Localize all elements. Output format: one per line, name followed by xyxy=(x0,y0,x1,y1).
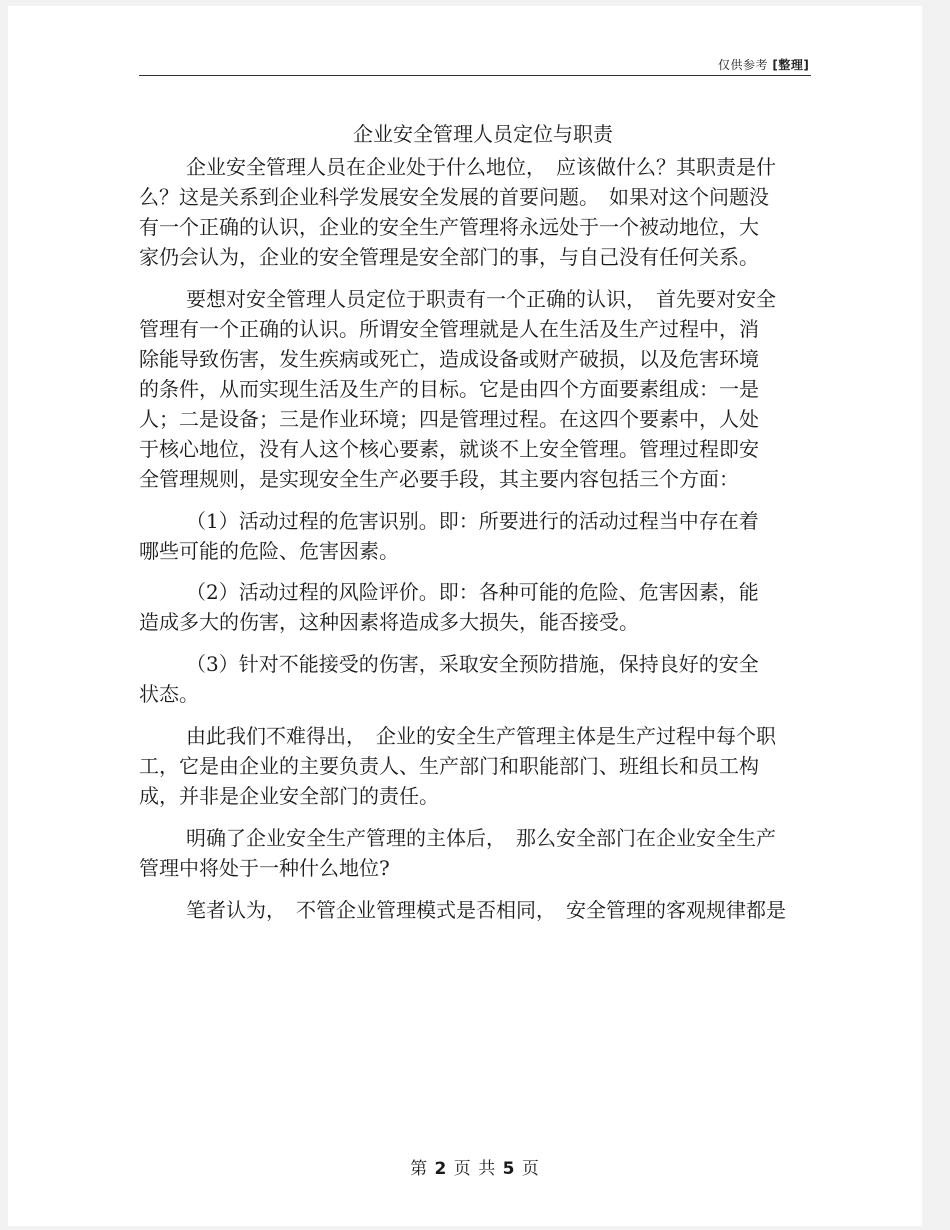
text-line: 由此我们不难得出， 企业的安全生产管理主体是生产过程中每个职 xyxy=(186,723,776,748)
total-page-count: 5 xyxy=(502,1159,516,1179)
text-line: 哪些可能的危险、危害因素。 xyxy=(139,538,399,563)
header-tag: [整理] xyxy=(772,58,810,72)
document-body xyxy=(139,152,809,936)
text-line: 人；二是设备；三是作业环境；四是管理过程。在这四个要素中，人处 xyxy=(139,406,759,431)
text-line: （3）针对不能接受的伤害，采取安全预防措施，保持良好的安全 xyxy=(186,652,759,677)
text-line: 除能导致伤害，发生疾病或死亡，造成设备或财产破损，以及危害环境 xyxy=(139,346,759,371)
text-line: 明确了企业安全生产管理的主体后， 那么安全部门在企业安全生产 xyxy=(186,825,776,850)
text-line: 全管理规则，是实现安全生产必要手段，其主要内容包括三个方面： xyxy=(139,466,739,491)
paragraph-5 xyxy=(139,895,809,925)
text-line: 状态。 xyxy=(139,682,199,707)
page-footer xyxy=(0,1154,950,1179)
footer-suffix: 页 xyxy=(521,1159,540,1179)
paragraph-4 xyxy=(139,823,809,883)
text-line: 企业安全管理人员在企业处于什么地位， 应该做什么？其职责是什 xyxy=(186,155,776,179)
footer-prefix: 第 xyxy=(410,1159,429,1179)
text-line: 要想对安全管理人员定位于职责有一个正确的认识， 首先要对安全 xyxy=(186,286,776,311)
text-line: 家仍会认为，企业的安全管理是安全部门的事，与自己没有任何关系。 xyxy=(139,245,759,269)
list-item-3 xyxy=(139,649,809,709)
text-line: 么？这是关系到企业科学发展安全发展的首要问题。 如果对这个问题没 xyxy=(139,185,769,209)
text-line: 的条件，从而实现生活及生产的目标。它是由四个方面要素组成：一是 xyxy=(139,376,759,401)
text-line: 成，并非是企业安全部门的责任。 xyxy=(139,783,439,808)
footer-middle: 页 共 xyxy=(453,1159,497,1179)
text-line: （2）活动过程的风险评价。即：各种可能的危险、危害因素，能 xyxy=(186,580,759,605)
paragraph-3 xyxy=(139,721,809,811)
header-text: 仅供参考 xyxy=(718,58,769,72)
list-item-1 xyxy=(139,506,809,566)
text-line: （1）活动过程的危害识别。即：所要进行的活动过程当中存在着 xyxy=(186,508,759,533)
text-line: 于核心地位，没有人这个核心要素，就谈不上安全管理。管理过程即安 xyxy=(139,436,759,461)
text-line: 管理有一个正确的认识。所谓安全管理就是人在生活及生产过程中，消 xyxy=(139,316,759,341)
text-line: 有一个正确的认识，企业的安全生产管理将永远处于一个被动地位，大 xyxy=(139,215,759,239)
current-page-number: 2 xyxy=(434,1159,448,1179)
text-line: 管理中将处于一种什么地位? xyxy=(139,855,390,880)
list-item-2 xyxy=(139,577,809,637)
document-title: 企业安全管理人员定位与职责 xyxy=(353,122,613,146)
text-line: 造成多大的伤害，这种因素将造成多大损失，能否接受。 xyxy=(139,610,639,635)
text-line: 笔者认为， 不管企业管理模式是否相同， 安全管理的客观规律都是 xyxy=(186,897,786,922)
paragraph-2 xyxy=(139,284,809,494)
text-line: 工，它是由企业的主要负责人、生产部门和职能部门、班组长和员工构 xyxy=(139,753,759,778)
paragraph-1 xyxy=(139,152,809,272)
page-header xyxy=(718,56,809,73)
header-rule xyxy=(139,75,811,76)
